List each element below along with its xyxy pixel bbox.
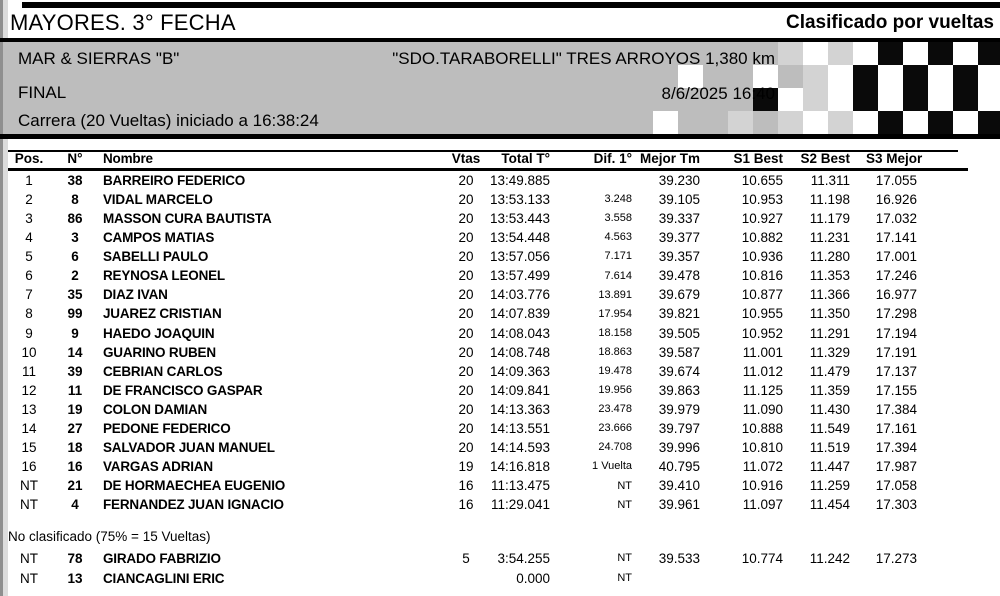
s1-best-cell: 10.916 (741, 478, 783, 494)
driver-name-cell: FERNANDEZ JUAN IGNACIO (103, 497, 284, 513)
flag-cell (928, 111, 953, 134)
flag-cell (953, 42, 978, 65)
car-number-cell: 19 (67, 401, 83, 417)
s2-best-cell: 11.454 (809, 497, 850, 513)
s1-best-cell: 10.955 (741, 306, 783, 322)
flag-cell (903, 88, 928, 111)
column-header-laps-cell: Vtas (451, 151, 481, 167)
page-title: MAYORES. 3° FECHA (10, 10, 236, 35)
column-header-s2-best-cell: S2 Best (800, 151, 850, 167)
flag-cell (903, 42, 928, 65)
car-number-cell: 14 (67, 344, 83, 360)
gap-cell: 1 Vuelta (592, 460, 632, 473)
s1-best-cell: 10.810 (741, 440, 783, 456)
laps-cell: 20 (458, 421, 474, 437)
column-header-driver-name-cell: Nombre (103, 151, 153, 167)
flag-cell (828, 65, 853, 88)
flag-cell (678, 111, 703, 134)
flag-cell (978, 65, 1000, 88)
best-lap-cell: 39.505 (658, 325, 700, 341)
driver-name-cell: DE FRANCISCO GASPAR (103, 382, 263, 398)
gap-cell: 17.954 (598, 307, 632, 320)
column-header-s3-best-cell: S3 Mejor (866, 151, 923, 167)
s1-best-cell: 11.012 (742, 363, 783, 379)
total-time-cell: 13:53.133 (489, 191, 550, 207)
gap-cell: 24.708 (598, 441, 632, 454)
flag-cell (728, 111, 753, 134)
pos-cell: 1 (25, 172, 33, 188)
s2-best-cell: 11.353 (809, 268, 850, 284)
results-body (8, 171, 960, 515)
total-time-cell: 13:49.885 (489, 172, 550, 188)
driver-name-cell: PEDONE FEDERICO (103, 421, 231, 437)
s3-best-cell: 17.273 (875, 551, 917, 566)
flag-cell (978, 88, 1000, 111)
car-number-cell: 3 (71, 230, 79, 246)
flag-cell (803, 42, 828, 65)
laps-cell: 16 (458, 497, 474, 513)
gap-cell: 23.478 (598, 403, 632, 416)
gap-cell: 19.478 (598, 364, 632, 377)
laps-cell: 20 (458, 382, 474, 398)
gap-cell: 4.563 (604, 231, 632, 244)
s3-best-cell: 17.303 (875, 497, 917, 513)
best-lap-cell: 39.797 (658, 421, 700, 437)
s3-best-cell: 17.246 (875, 268, 917, 284)
driver-name-cell: MASSON CURA BAUTISTA (103, 210, 272, 226)
gap-cell: 7.171 (604, 250, 632, 263)
car-number-cell: 6 (71, 249, 79, 265)
total-time-cell: 14:07.839 (489, 306, 550, 322)
flag-cell (853, 42, 878, 65)
result-row (8, 286, 960, 305)
s1-best-cell: 10.774 (741, 551, 783, 566)
s3-best-cell: 16.977 (875, 287, 917, 303)
s3-best-cell: 17.155 (875, 382, 917, 398)
flag-cell (828, 111, 853, 134)
total-time-cell: 11:29.041 (490, 497, 550, 513)
s1-best-cell: 10.816 (741, 268, 783, 284)
driver-name-cell: GIRADO FABRIZIO (103, 551, 221, 566)
result-row (8, 190, 960, 209)
pos-cell: 16 (21, 459, 37, 475)
flag-cell (878, 88, 903, 111)
laps-cell: 20 (458, 401, 474, 417)
flag-cell (978, 42, 1000, 65)
gap-cell: 13.891 (598, 288, 632, 301)
s2-best-cell: 11.231 (809, 230, 850, 246)
pos-cell: 4 (25, 230, 33, 246)
laps-cell: 20 (458, 440, 474, 456)
flag-cell (853, 88, 878, 111)
s3-best-cell: 17.987 (875, 459, 917, 475)
s2-best-cell: 11.519 (809, 440, 850, 456)
result-row (8, 171, 960, 190)
driver-name-cell: CIANCAGLINI ERIC (103, 570, 225, 586)
car-number-cell: 9 (71, 325, 79, 341)
session-datetime: 8/6/2025 16:40 (661, 84, 775, 103)
pos-cell: 2 (25, 191, 33, 207)
laps-cell: 20 (458, 210, 474, 226)
car-number-cell: 2 (71, 268, 79, 284)
flag-cell (778, 111, 803, 134)
flag-cell (828, 88, 853, 111)
car-number-cell: 4 (71, 497, 79, 513)
pos-cell: 3 (25, 210, 33, 226)
s1-best-cell: 10.888 (741, 421, 783, 437)
s1-best-cell: 10.877 (741, 287, 783, 303)
result-row (8, 362, 960, 381)
not-classified-label: No clasificado (75% = 15 Vueltas) (8, 529, 211, 544)
flag-cell (953, 111, 978, 134)
column-header-s1-best-cell: S1 Best (733, 151, 783, 167)
flag-cell (653, 111, 678, 134)
driver-name-cell: REYNOSA LEONEL (103, 268, 225, 284)
driver-name-cell: VIDAL MARCELO (103, 191, 213, 207)
flag-cell (803, 88, 828, 111)
best-lap-cell: 39.230 (658, 172, 700, 188)
laps-cell: 20 (458, 191, 474, 207)
s2-best-cell: 11.479 (809, 363, 850, 379)
column-header-total-time-cell: Total T° (501, 151, 550, 167)
pos-cell: 12 (21, 382, 37, 398)
flag-cell (928, 88, 953, 111)
gap-cell: 7.614 (604, 269, 632, 282)
pos-cell: 10 (21, 344, 37, 360)
best-lap-cell: 39.979 (658, 401, 700, 417)
flag-cell (628, 88, 653, 111)
best-lap-cell: 39.679 (658, 287, 700, 303)
flag-cell (853, 111, 878, 134)
best-lap-cell: 39.478 (658, 268, 700, 284)
laps-cell: 20 (458, 287, 474, 303)
flag-cell (953, 65, 978, 88)
flag-cell (878, 42, 903, 65)
s1-best-cell: 10.655 (741, 172, 783, 188)
total-time-cell: 14:14.593 (489, 440, 550, 456)
laps-cell: 16 (458, 478, 474, 494)
result-row (8, 400, 960, 419)
best-lap-cell: 40.795 (658, 459, 700, 475)
column-header-car-number-cell: N° (67, 151, 83, 167)
total-time-cell: 14:16.818 (489, 459, 550, 475)
not-classified-body (8, 549, 960, 588)
laps-cell: 20 (458, 249, 474, 265)
s1-best-cell: 10.882 (741, 230, 783, 246)
flag-cell (628, 65, 653, 88)
s2-best-cell: 11.242 (809, 551, 850, 566)
result-row (8, 343, 960, 362)
laps-cell: 20 (458, 325, 474, 341)
s1-best-cell: 10.953 (741, 191, 783, 207)
flag-cell (878, 65, 903, 88)
result-row (8, 477, 960, 496)
s2-best-cell: 11.549 (809, 421, 850, 437)
best-lap-cell: 39.105 (658, 191, 700, 207)
table-header-row (8, 151, 960, 167)
s3-best-cell: 17.055 (875, 172, 917, 188)
s2-best-cell: 11.198 (809, 191, 850, 207)
driver-name-cell: BARREIRO FEDERICO (103, 172, 246, 188)
best-lap-cell: 39.357 (658, 249, 700, 265)
driver-name-cell: GUARINO RUBEN (103, 344, 216, 360)
s3-best-cell: 17.058 (875, 478, 917, 494)
s3-best-cell: 17.394 (875, 440, 917, 456)
laps-cell: 20 (458, 230, 474, 246)
laps-cell: 20 (458, 268, 474, 284)
pos-cell: 14 (21, 421, 37, 437)
laps-cell: 19 (458, 459, 474, 475)
total-time-cell: 13:57.056 (489, 249, 550, 265)
car-number-cell: 86 (67, 210, 83, 226)
result-row (8, 438, 960, 457)
total-time-cell: 3:54.255 (497, 551, 550, 566)
result-row (8, 266, 960, 285)
best-lap-cell: 39.587 (658, 344, 700, 360)
pos-cell: NT (20, 551, 38, 566)
car-number-cell: 8 (71, 191, 79, 207)
flag-cell (628, 111, 653, 134)
s3-best-cell: 17.191 (875, 344, 917, 360)
gap-cell: NT (617, 498, 632, 511)
result-row (8, 419, 960, 438)
pos-cell: 6 (25, 268, 33, 284)
result-row (8, 324, 960, 343)
result-row (8, 209, 960, 228)
total-time-cell: 13:54.448 (489, 230, 550, 246)
s1-best-cell: 11.090 (742, 401, 783, 417)
driver-name-cell: CEBRIAN CARLOS (103, 363, 223, 379)
s3-best-cell: 17.194 (875, 325, 917, 341)
s1-best-cell: 11.125 (742, 382, 783, 398)
car-number-cell: 99 (67, 306, 83, 322)
flag-cell (803, 111, 828, 134)
circuit-label: "SDO.TARABORELLI" TRES ARROYOS 1,380 km (392, 49, 775, 68)
s3-best-cell: 17.384 (875, 401, 917, 417)
gap-cell: 3.248 (604, 193, 632, 206)
pos-cell: 13 (21, 401, 37, 417)
total-time-cell: 0.000 (516, 570, 550, 586)
driver-name-cell: DE HORMAECHEA EUGENIO (103, 478, 286, 494)
driver-name-cell: SALVADOR JUAN MANUEL (103, 440, 275, 456)
best-lap-cell: 39.821 (658, 306, 700, 322)
best-lap-cell: 39.674 (658, 363, 700, 379)
laps-cell: 5 (462, 551, 470, 566)
result-row (8, 381, 960, 400)
column-header-pos-cell: Pos. (14, 151, 44, 167)
flag-cell (903, 111, 928, 134)
car-number-cell: 27 (67, 421, 83, 437)
s3-best-cell: 17.161 (875, 421, 917, 437)
event-info-band (3, 42, 1000, 134)
gap-cell: NT (617, 479, 632, 492)
car-number-cell: 16 (67, 459, 83, 475)
best-lap-cell: 39.961 (658, 497, 700, 513)
gap-cell: 18.158 (598, 326, 632, 339)
best-lap-cell: 39.533 (658, 551, 700, 566)
s3-best-cell: 17.137 (875, 363, 917, 379)
category-label: MAR & SIERRAS "B" (18, 49, 180, 68)
pos-cell: 11 (21, 363, 36, 379)
result-row (8, 228, 960, 247)
s1-best-cell: 11.072 (742, 459, 783, 475)
pos-cell: 9 (25, 325, 33, 341)
best-lap-cell: 39.863 (658, 382, 700, 398)
car-number-cell: 21 (67, 478, 83, 494)
total-time-cell: 13:53.443 (489, 210, 550, 226)
flag-cell (853, 65, 878, 88)
flag-cell (978, 111, 1000, 134)
driver-name-cell: SABELLI PAULO (103, 249, 209, 265)
classification-label: Clasificado por vueltas (785, 12, 994, 33)
driver-name-cell: VARGAS ADRIAN (103, 459, 213, 475)
s2-best-cell: 11.329 (809, 344, 850, 360)
gap-cell: 19.956 (598, 384, 632, 397)
gap-cell: 3.558 (604, 212, 632, 225)
pos-cell: NT (20, 478, 38, 494)
session-label: FINAL (18, 83, 67, 102)
s2-best-cell: 11.291 (809, 325, 850, 341)
car-number-cell: 35 (67, 287, 83, 303)
not-classified-row (8, 569, 960, 589)
total-time-cell: 14:08.748 (489, 344, 550, 360)
driver-name-cell: HAEDO JOAQUIN (103, 325, 215, 341)
s3-best-cell: 17.001 (875, 249, 917, 265)
s3-best-cell: 17.141 (875, 230, 917, 246)
pos-cell: 8 (25, 306, 33, 322)
s2-best-cell: 11.311 (810, 172, 850, 188)
flag-cell (928, 42, 953, 65)
laps-cell: 20 (458, 363, 474, 379)
pos-cell: NT (20, 497, 38, 513)
column-header-gap-cell: Dif. 1° (593, 151, 632, 167)
s1-best-cell: 11.001 (742, 344, 783, 360)
flag-cell (928, 65, 953, 88)
driver-name-cell: DIAZ IVAN (103, 287, 168, 303)
car-number-cell: 78 (67, 551, 83, 566)
result-row (8, 247, 960, 266)
total-time-cell: 14:13.363 (489, 401, 550, 417)
flag-cell (778, 65, 803, 88)
laps-cell: 20 (458, 172, 474, 188)
gap-cell: 18.863 (598, 345, 632, 358)
s2-best-cell: 11.280 (809, 249, 850, 265)
total-time-cell: 14:08.043 (489, 325, 550, 341)
band-rule (0, 134, 1000, 139)
flag-cell (778, 88, 803, 111)
flag-cell (878, 111, 903, 134)
s1-best-cell: 10.952 (741, 325, 783, 341)
s3-best-cell: 17.298 (875, 306, 917, 322)
laps-cell: 20 (458, 306, 474, 322)
driver-name-cell: COLON DAMIAN (103, 401, 208, 417)
car-number-cell: 11 (67, 382, 83, 398)
total-time-cell: 11:13.475 (490, 478, 550, 494)
gap-cell: NT (617, 552, 632, 565)
best-lap-cell: 39.410 (658, 478, 700, 494)
s2-best-cell: 11.430 (809, 401, 850, 417)
pos-cell: 5 (25, 249, 33, 265)
result-row (8, 496, 960, 515)
flag-cell (803, 65, 828, 88)
driver-name-cell: CAMPOS MATIAS (103, 230, 215, 246)
flag-cell (778, 42, 803, 65)
total-time-cell: 14:03.776 (489, 287, 550, 303)
driver-name-cell: JUAREZ CRISTIAN (103, 306, 222, 322)
car-number-cell: 18 (67, 440, 83, 456)
total-time-cell: 13:57.499 (489, 268, 550, 284)
flag-cell (903, 65, 928, 88)
total-time-cell: 14:09.363 (489, 363, 550, 379)
best-lap-cell: 39.337 (658, 210, 700, 226)
s1-best-cell: 10.936 (741, 249, 783, 265)
gap-cell: NT (617, 571, 632, 584)
s2-best-cell: 11.350 (809, 306, 850, 322)
car-number-cell: 38 (67, 172, 83, 188)
gap-cell: 23.666 (598, 422, 632, 435)
result-row (8, 457, 960, 476)
top-rule (22, 2, 1000, 8)
result-row (8, 305, 960, 324)
car-number-cell: 13 (67, 570, 83, 586)
flag-cell (953, 88, 978, 111)
s2-best-cell: 11.366 (809, 287, 850, 303)
s2-best-cell: 11.447 (809, 459, 850, 475)
s1-best-cell: 11.097 (742, 497, 783, 513)
s2-best-cell: 11.359 (809, 382, 850, 398)
laps-cell: 20 (458, 344, 474, 360)
car-number-cell: 39 (67, 363, 83, 379)
column-header-best-lap-cell: Mejor Tm (639, 151, 700, 167)
race-info: Carrera (20 Vueltas) iniciado a 16:38:24 (18, 111, 319, 130)
s2-best-cell: 11.259 (809, 478, 850, 494)
best-lap-cell: 39.996 (658, 440, 700, 456)
total-time-cell: 14:13.551 (489, 421, 550, 437)
s3-best-cell: 17.032 (875, 210, 917, 226)
best-lap-cell: 39.377 (658, 230, 700, 246)
flag-cell (828, 42, 853, 65)
pos-cell: 7 (25, 287, 33, 303)
pos-cell: 15 (21, 440, 37, 456)
flag-cell (703, 111, 728, 134)
s2-best-cell: 11.179 (809, 210, 850, 226)
flag-cell (753, 111, 778, 134)
s3-best-cell: 16.926 (875, 191, 917, 207)
pos-cell: NT (20, 570, 38, 586)
total-time-cell: 14:09.841 (489, 382, 550, 398)
not-classified-row (8, 549, 960, 569)
s1-best-cell: 10.927 (741, 210, 783, 226)
